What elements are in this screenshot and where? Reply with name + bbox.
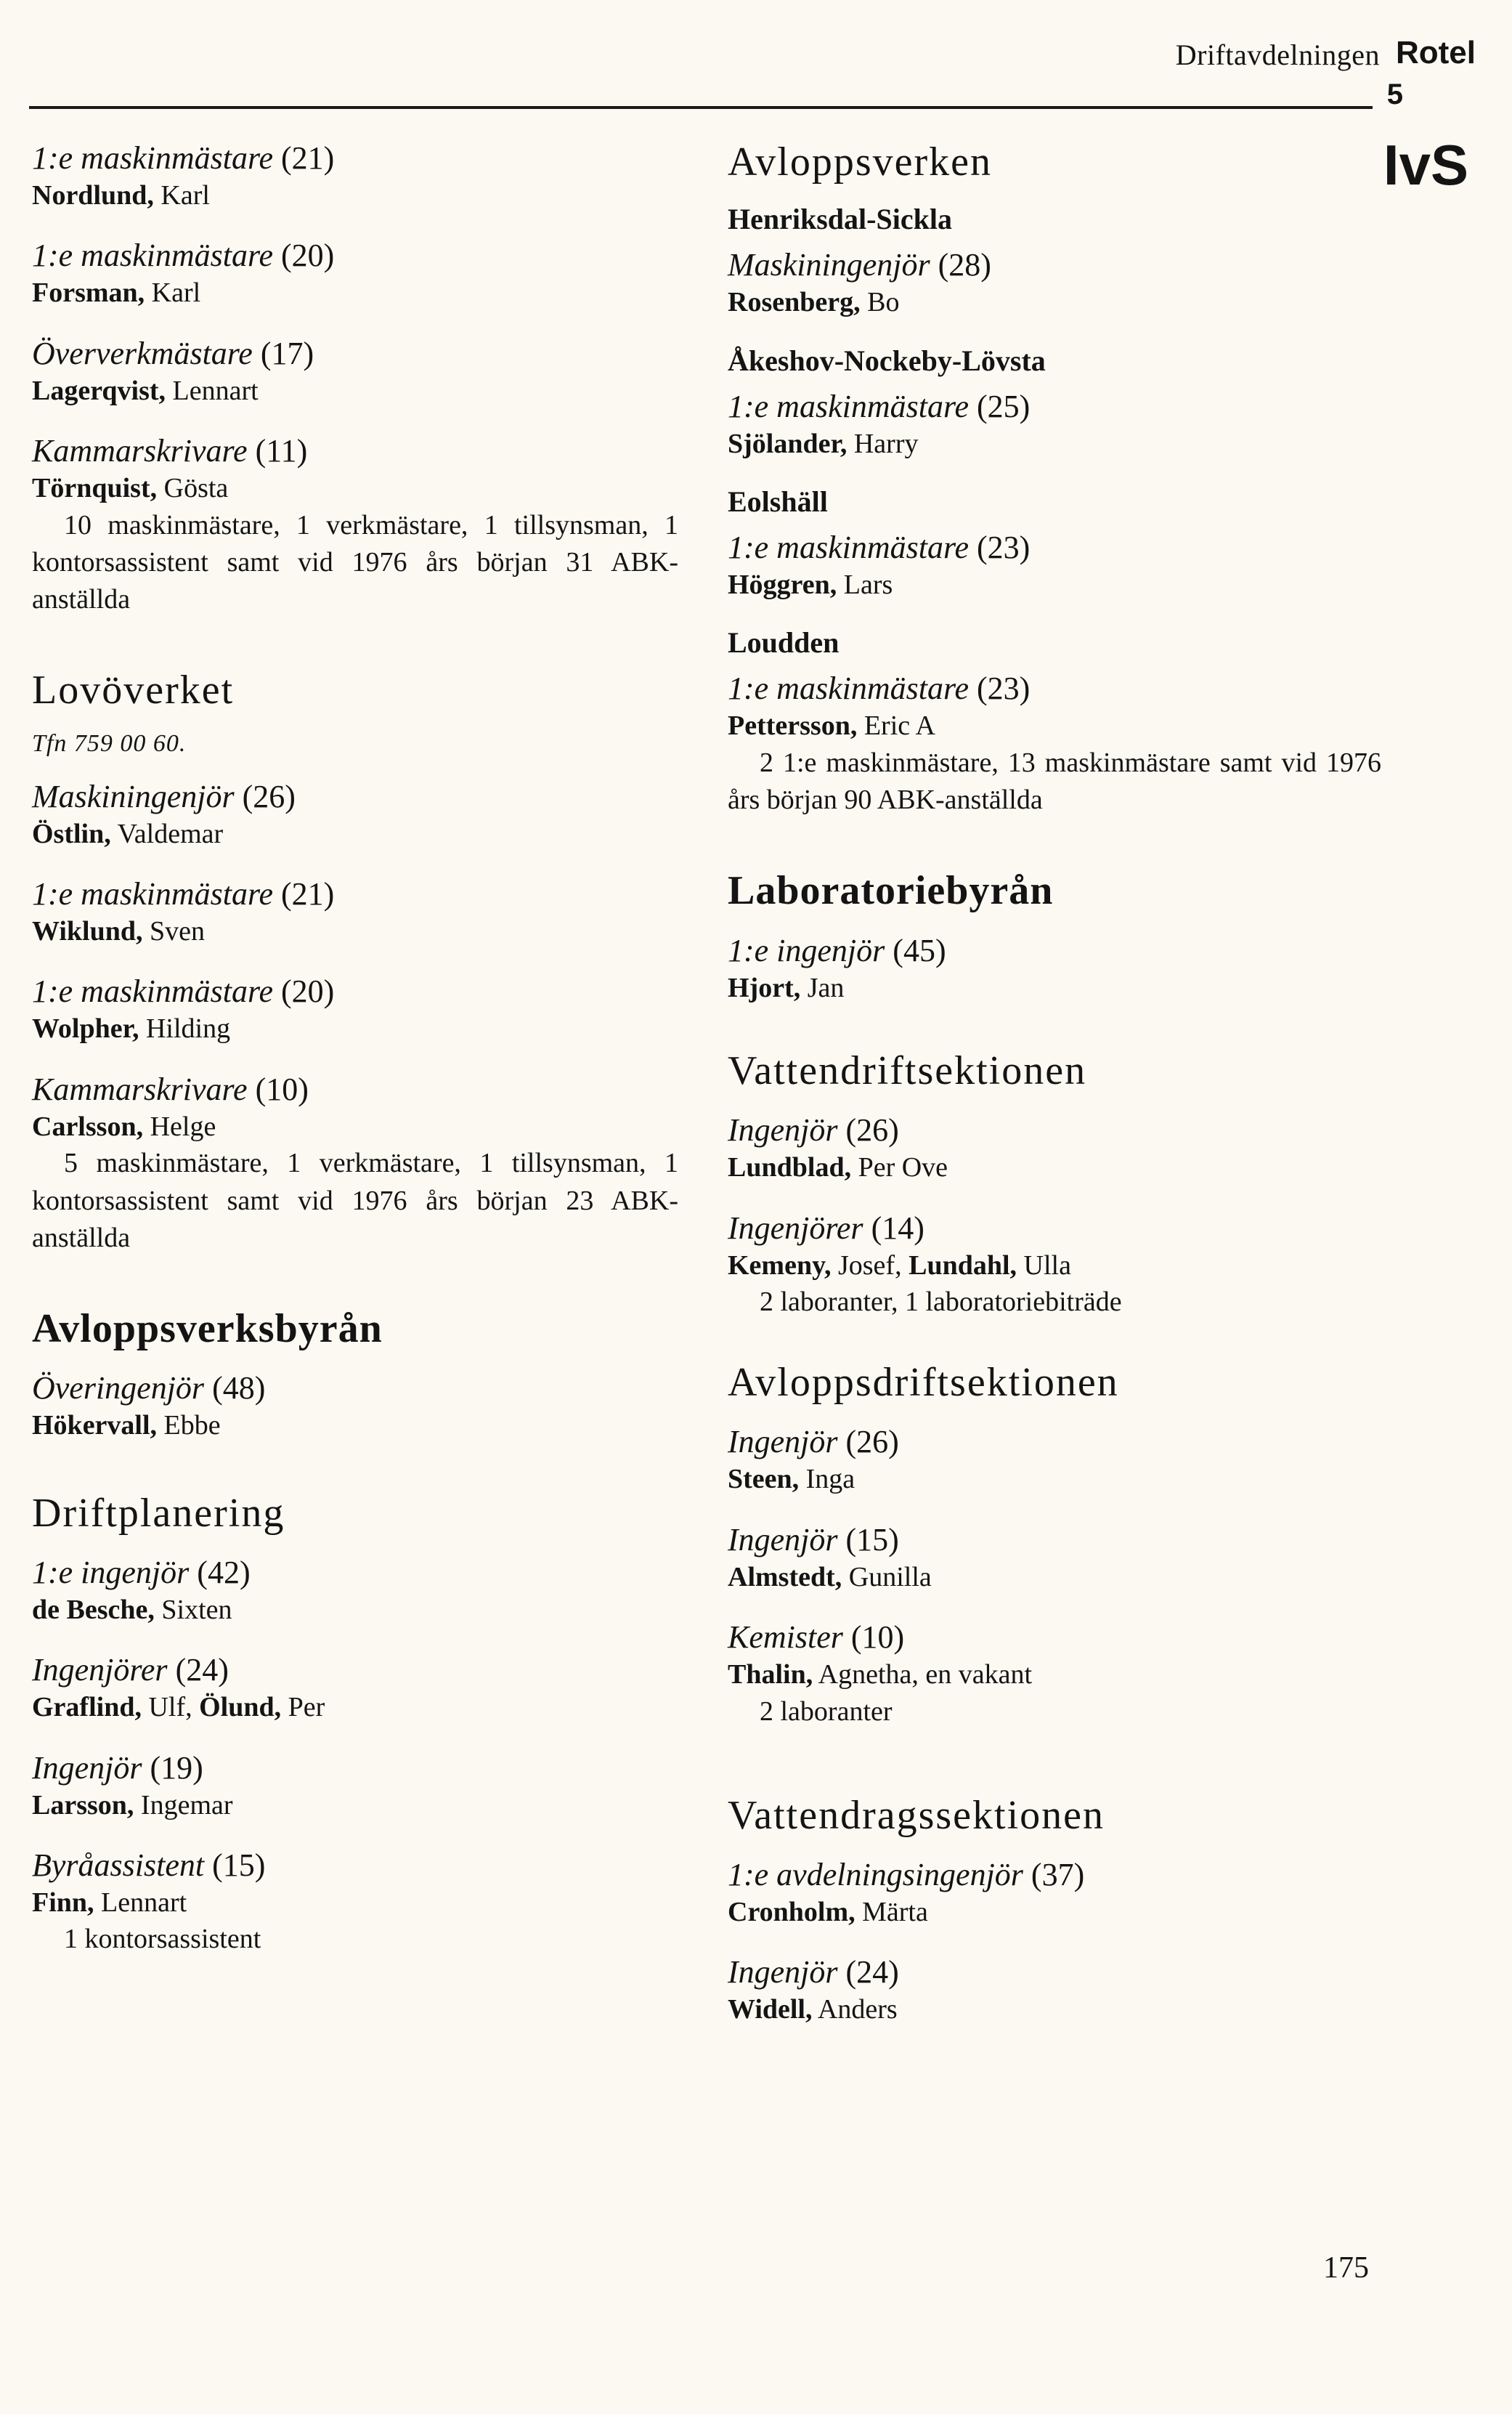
staff-entry: Ingenjör (26) Lundblad, Per Ove <box>728 1112 948 1183</box>
staff-entry: 1:e ingenjör (45) Hjort, Jan <box>728 932 946 1003</box>
section-heading-avloppsverksbyran: Avloppsverksbyrån <box>32 1306 383 1352</box>
staff-entry: Ingenjör (19) Larsson, Ingemar <box>32 1749 233 1820</box>
staff-entry: Ingenjörer (24) Graflind, Ulf, Ölund, Per <box>32 1652 325 1723</box>
staff-entry: 1:e ingenjör (42) de Besche, Sixten <box>32 1554 251 1625</box>
plant-entry: Eolshäll 1:e maskinmästare (23) Höggren, Lars <box>728 485 1031 600</box>
staff-entry: Ingenjörer (14) Kemeny, Josef, Lundahl, Ulla <box>728 1210 1071 1281</box>
staff-entry: 1:e avdelningsingenjör (37) Cronholm, Märta <box>728 1857 1085 1928</box>
plant-entry: Loudden 1:e maskinmästare (23) Pettersson, Eric A <box>728 626 1031 742</box>
header-section: Driftavdelningen <box>1175 39 1380 71</box>
staff-note: 2 laboranter, 1 laboratoriebiträde <box>760 1286 1122 1317</box>
plant-entry: Henriksdal-Sickla Maskiningenjör (28) Rosenberg, Bo <box>728 203 991 318</box>
staff-entry: Ingenjör (24) Widell, Anders <box>728 1954 899 2025</box>
staff-note: 2 1:e maskinmästare, 13 maskinmästare samt vid 1976 års början 90 ABK-anställda <box>728 747 1381 816</box>
left-column <box>32 138 678 1959</box>
section-heading-vattendragssektionen: Vattendragssektionen <box>728 1792 1105 1838</box>
staff-entry: 1:e maskinmästare (20) Forsman, Karl <box>32 238 335 309</box>
right-column <box>728 138 1381 2050</box>
staff-note: 1 kontorsassistent <box>64 1924 261 1955</box>
staff-entry: Ingenjör (26) Steen, Inga <box>728 1424 899 1495</box>
header-rule <box>29 106 1373 109</box>
staff-entry: Kammarskrivare (10) Carlsson, Helge <box>32 1071 309 1142</box>
staff-entry: 1:e maskinmästare (20) Wolpher, Hilding <box>32 973 335 1045</box>
staff-entry: Maskiningenjör (26) Östlin, Valdemar <box>32 778 296 849</box>
section-heading-avloppsverken: Avloppsverken <box>728 139 992 185</box>
section-heading-laboratoriebyran: Laboratoriebyrån <box>728 868 1054 914</box>
section-heading-vattendriftsektionen: Vattendriftsektionen <box>728 1048 1087 1093</box>
staff-entry: Ingenjör (15) Almstedt, Gunilla <box>728 1521 932 1592</box>
staff-entry: Byråassistent (15) Finn, Lennart <box>32 1847 266 1919</box>
header-rotel: Rotel <box>1396 35 1476 70</box>
staff-note: 2 laboranter <box>760 1696 893 1727</box>
staff-entry: Överingenjör (48) Hökervall, Ebbe <box>32 1370 266 1441</box>
staff-entry: 1:e maskinmästare (21) Nordlund, Karl <box>32 140 335 211</box>
section-heading-driftplanering: Driftplanering <box>32 1490 285 1536</box>
header-code: IvS <box>1383 133 1468 197</box>
staff-entry: Öververkmästare (17) Lagerqvist, Lennart <box>32 335 314 406</box>
phone-number: Tfn 759 00 60. <box>32 729 187 757</box>
page-number: 175 <box>1323 2251 1369 2285</box>
plant-entry: Åkeshov-Nockeby-Lövsta 1:e maskinmästare (25) Sjölander, Harry <box>728 344 1046 459</box>
section-heading-avloppsdriftsektionen: Avloppsdriftsektionen <box>728 1360 1119 1406</box>
section-heading-loverket: Lovöverket <box>32 668 235 713</box>
header-rotel-number: 5 <box>1386 78 1403 110</box>
staff-entry: 1:e maskinmästare (21) Wiklund, Sven <box>32 876 335 947</box>
staff-note: 5 maskinmästare, 1 verkmästare, 1 tillsynsman, 1 kontorsassistent samt vid 1976 års början 23 ABK-anställda <box>32 1148 678 1253</box>
staff-entry: Kammarskrivare (11) Törnquist, Gösta <box>32 433 308 504</box>
staff-entry: Kemister (10) Thalin, Agnetha, en vakant <box>728 1619 1033 1690</box>
staff-note: 10 maskinmästare, 1 verkmästare, 1 tillsynsman, 1 kontorsassistent samt vid 1976 års början 31 ABK-anställda <box>32 509 678 615</box>
